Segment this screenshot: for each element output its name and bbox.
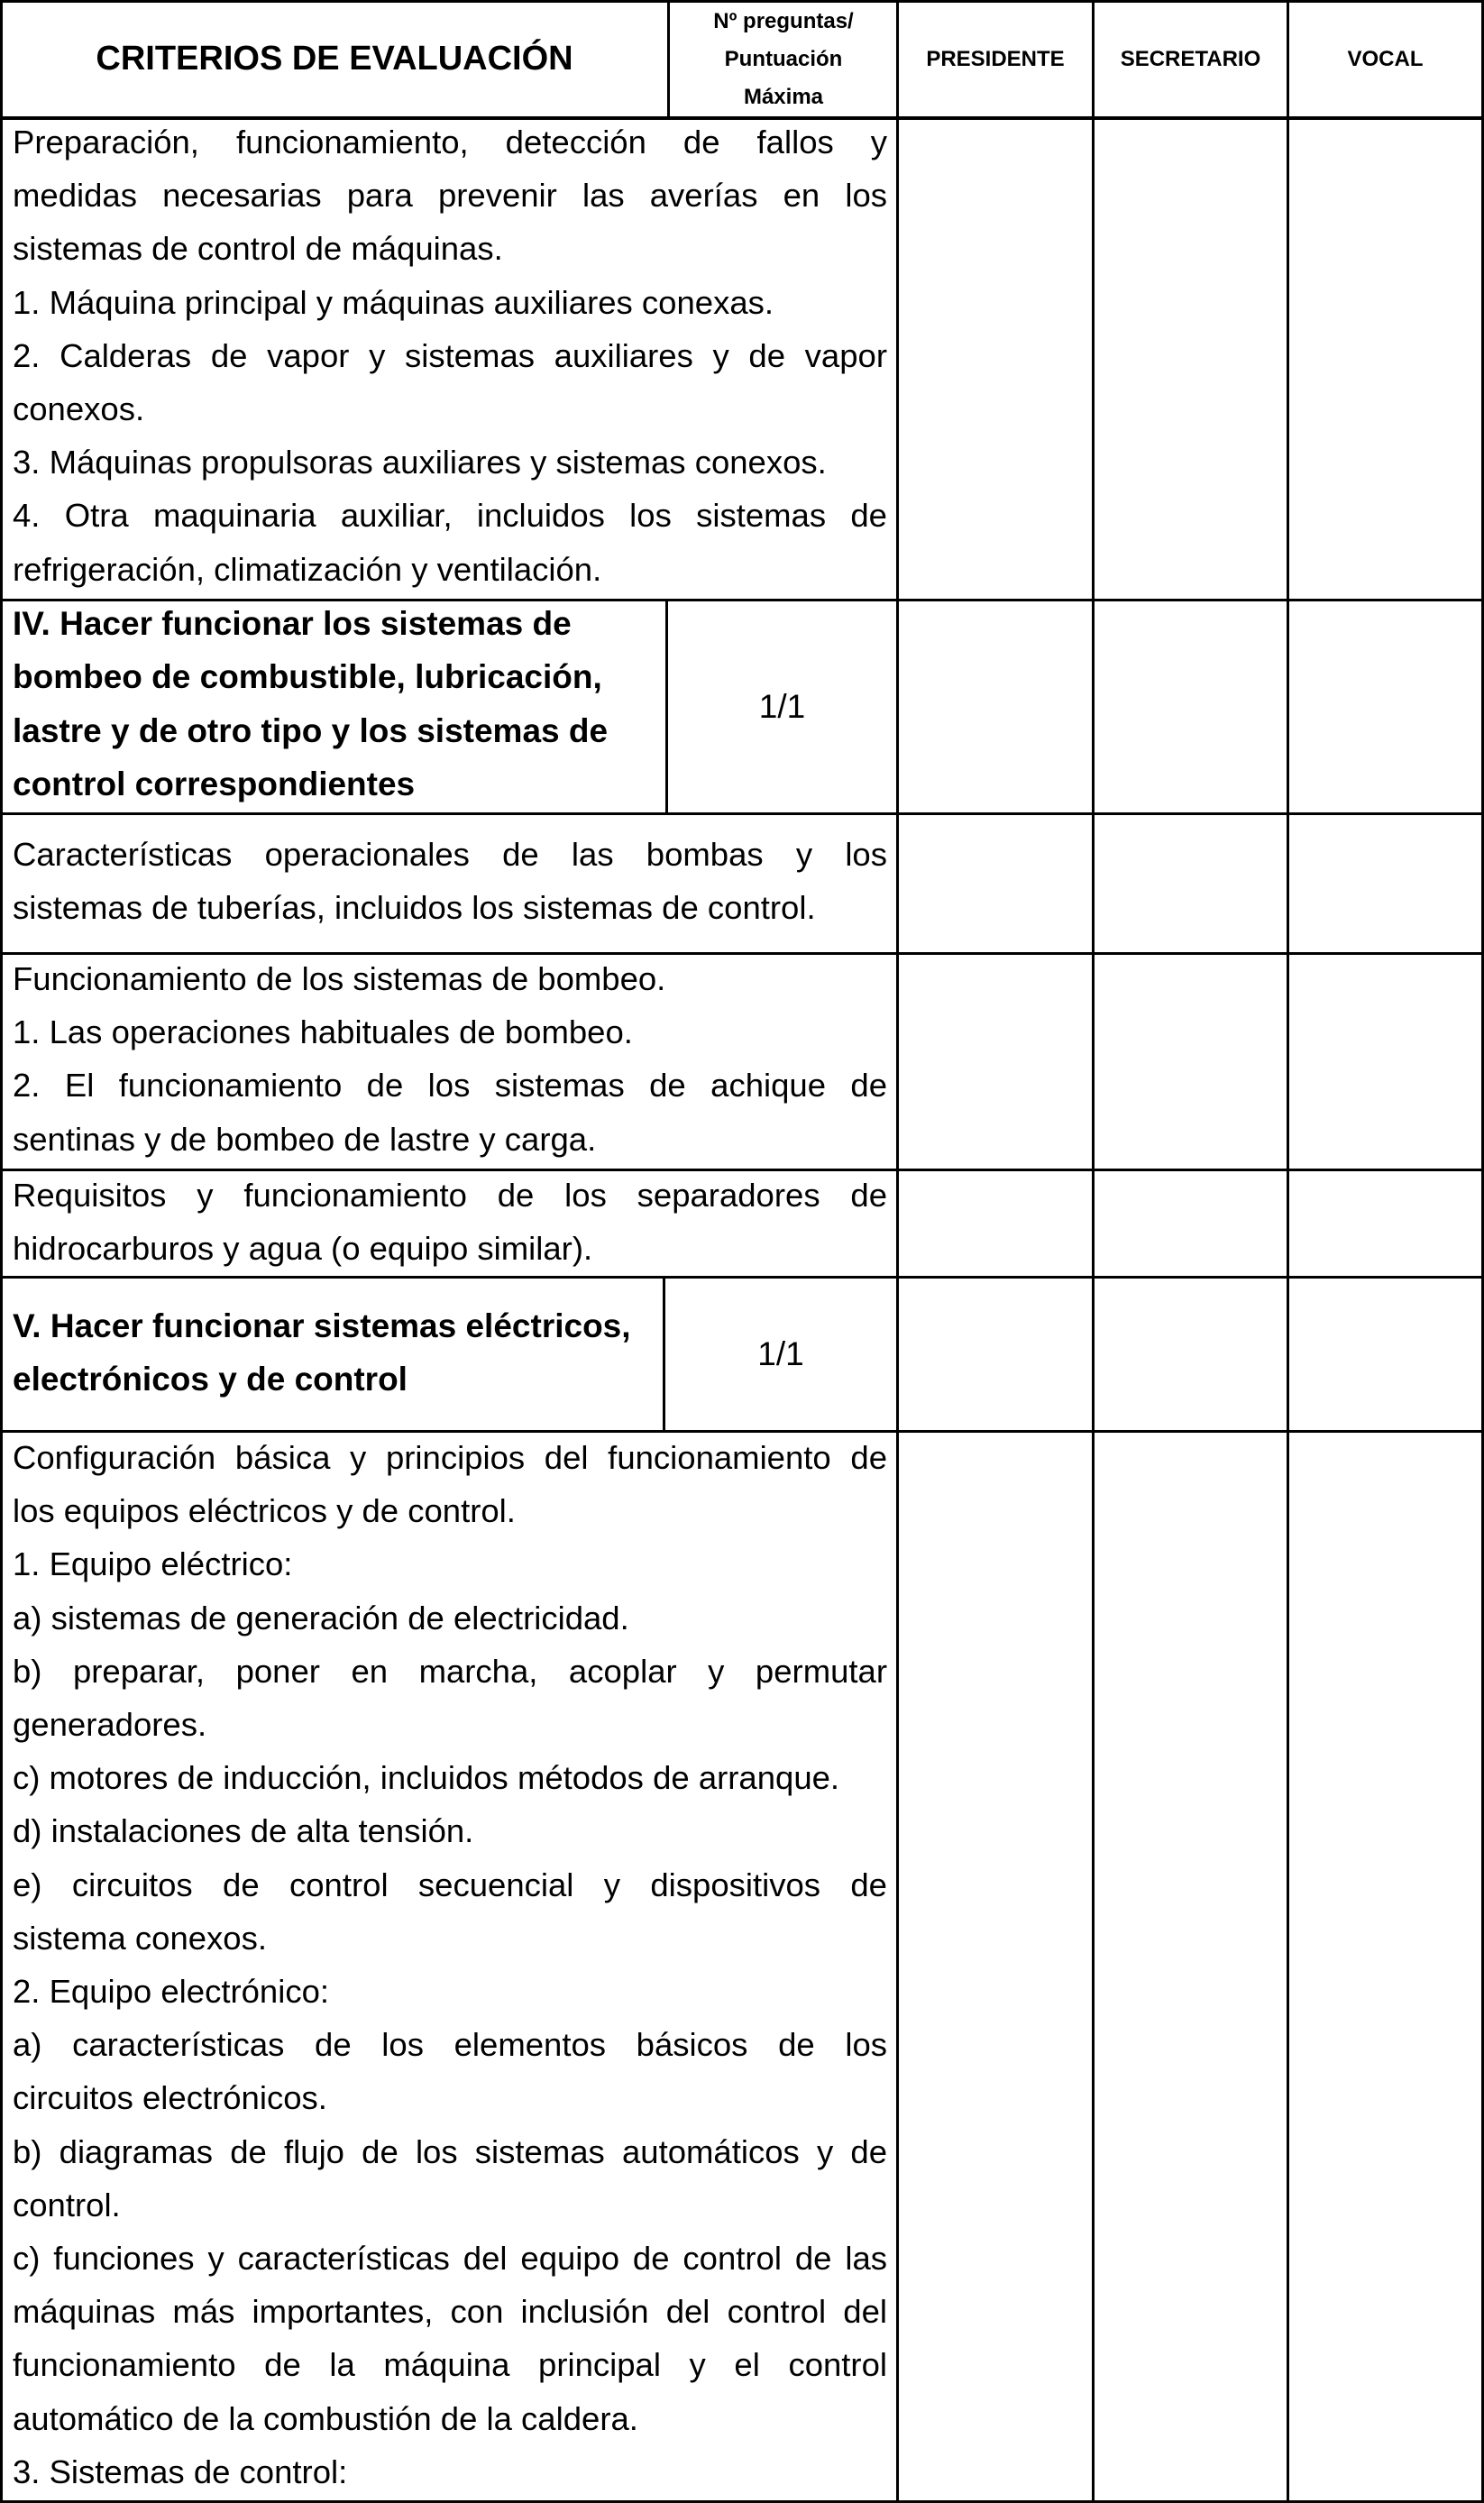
criteria-line: sistemas de control de máquinas. bbox=[13, 230, 503, 268]
criteria-line: sistemas de tuberías, incluidos los sistemas de control. bbox=[13, 889, 816, 927]
criteria-line: máquinas más importantes, con inclusión del control del bbox=[13, 2293, 887, 2331]
criteria-line: 1. Las operaciones habituales de bombeo. bbox=[13, 1013, 633, 1051]
secretario-column-divider bbox=[1092, 0, 1095, 2503]
criteria-block-machinery-control bbox=[13, 115, 887, 596]
criteria-line: 1. Máquina principal y máquinas auxiliares conexas. bbox=[13, 283, 774, 321]
table-left-border bbox=[0, 0, 3, 2503]
criteria-line: sentinas y de bombeo de lastre y carga. bbox=[13, 1120, 597, 1158]
criteria-line: sistema conexos. bbox=[13, 1919, 267, 1957]
row-divider bbox=[0, 812, 1484, 815]
criteria-line: e) circuitos de control secuencial y dispositivos de bbox=[13, 1866, 887, 1903]
criteria-line: refrigeración, climatización y ventilación. bbox=[13, 550, 602, 588]
presidente-header: PRESIDENTE bbox=[926, 46, 1065, 71]
section-title-line: lastre y de otro tipo y los sistemas de bbox=[13, 711, 609, 749]
criteria-line: Características operacionales de las bombas y los bbox=[13, 836, 887, 873]
section-iv-score: 1/1 bbox=[758, 688, 806, 725]
criteria-block-pump-characteristics bbox=[13, 828, 887, 934]
criteria-line: automático de la combustión de la caldera. bbox=[13, 2399, 638, 2437]
criteria-line: 3. Máquinas propulsoras auxiliares y sistemas conexos. bbox=[13, 444, 827, 481]
criteria-line: c) funciones y características del equipo de control de las bbox=[13, 2240, 887, 2278]
section-v-score: 1/1 bbox=[757, 1335, 804, 1372]
criteria-line: generadores. bbox=[13, 1706, 207, 1744]
section-v-title bbox=[13, 1299, 655, 1407]
presidente-column-divider bbox=[896, 0, 899, 2503]
section-title-line: electrónicos y de control bbox=[13, 1361, 408, 1398]
criteria-line: a) sistemas de generación de electricidad. bbox=[13, 1599, 629, 1637]
section-title-line: control correspondientes bbox=[13, 766, 416, 803]
score-header-line: Máxima bbox=[743, 84, 824, 109]
criteria-line: Funcionamiento de los sistemas de bombeo. bbox=[13, 960, 666, 997]
section-title-line: V. Hacer funcionar sistemas eléctricos, bbox=[13, 1307, 631, 1344]
criteria-block-pumping-systems bbox=[13, 952, 887, 1166]
section-title-line: IV. Hacer funcionar los sistemas de bbox=[13, 605, 572, 642]
section-iv-title bbox=[13, 597, 655, 811]
criteria-line: hidrocarburos y agua (o equipo similar). bbox=[13, 1230, 593, 1268]
criteria-line: 2. Calderas de vapor y sistemas auxiliares y de vapor bbox=[13, 336, 887, 374]
criteria-line: los equipos eléctricos y de control. bbox=[13, 1492, 516, 1530]
criteria-line: conexos. bbox=[13, 390, 145, 428]
vocal-column-divider bbox=[1287, 0, 1289, 2503]
section-title-line: bombeo de combustible, lubricación, bbox=[13, 658, 602, 696]
criteria-line: Requisitos y funcionamiento de los separadores de bbox=[13, 1177, 887, 1214]
criteria-line: 1. Equipo eléctrico: bbox=[13, 1545, 293, 1583]
criteria-line: medidas necesarias para prevenir las averías en los bbox=[13, 177, 887, 215]
secretario-header: SECRETARIO bbox=[1120, 46, 1261, 71]
criteria-line: circuitos electrónicos. bbox=[13, 2079, 327, 2117]
criteria-line: Configuración básica y principios del funcionamiento de bbox=[13, 1439, 887, 1476]
criteria-line: d) instalaciones de alta tensión. bbox=[13, 1812, 474, 1850]
vocal-header: VOCAL bbox=[1347, 46, 1424, 71]
score-header bbox=[669, 0, 898, 118]
criteria-line: Preparación, funcionamiento, detección de fallos y bbox=[13, 124, 887, 160]
score-header-line: Puntuación bbox=[724, 46, 843, 71]
criteria-line: 3. Sistemas de control: bbox=[13, 2453, 348, 2490]
criteria-line: c) motores de inducción, incluidos métodos de arranque. bbox=[13, 1759, 840, 1797]
criteria-line: a) características de los elementos básicos de los bbox=[13, 2026, 887, 2064]
criteria-line: control. bbox=[13, 2186, 121, 2223]
criteria-line: b) preparar, poner en marcha, acoplar y permutar bbox=[13, 1652, 887, 1690]
criteria-block-electrical-equipment bbox=[13, 1431, 887, 2498]
criteria-block-oil-water-separators bbox=[13, 1169, 887, 1275]
criteria-line: 2. El funcionamiento de los sistemas de achique de bbox=[13, 1067, 887, 1105]
criteria-line: funcionamiento de la máquina principal y el control bbox=[13, 2346, 887, 2384]
criteria-line: 4. Otra maquinaria auxiliar, incluidos los sistemas de bbox=[13, 497, 887, 535]
criteria-line: b) diagramas de flujo de los sistemas automáticos y de bbox=[13, 2132, 887, 2170]
criteria-header: CRITERIOS DE EVALUACIÓN bbox=[96, 40, 573, 78]
criteria-line: 2. Equipo electrónico: bbox=[13, 1973, 330, 2011]
score-header-line: Nº preguntas/ bbox=[713, 8, 854, 33]
